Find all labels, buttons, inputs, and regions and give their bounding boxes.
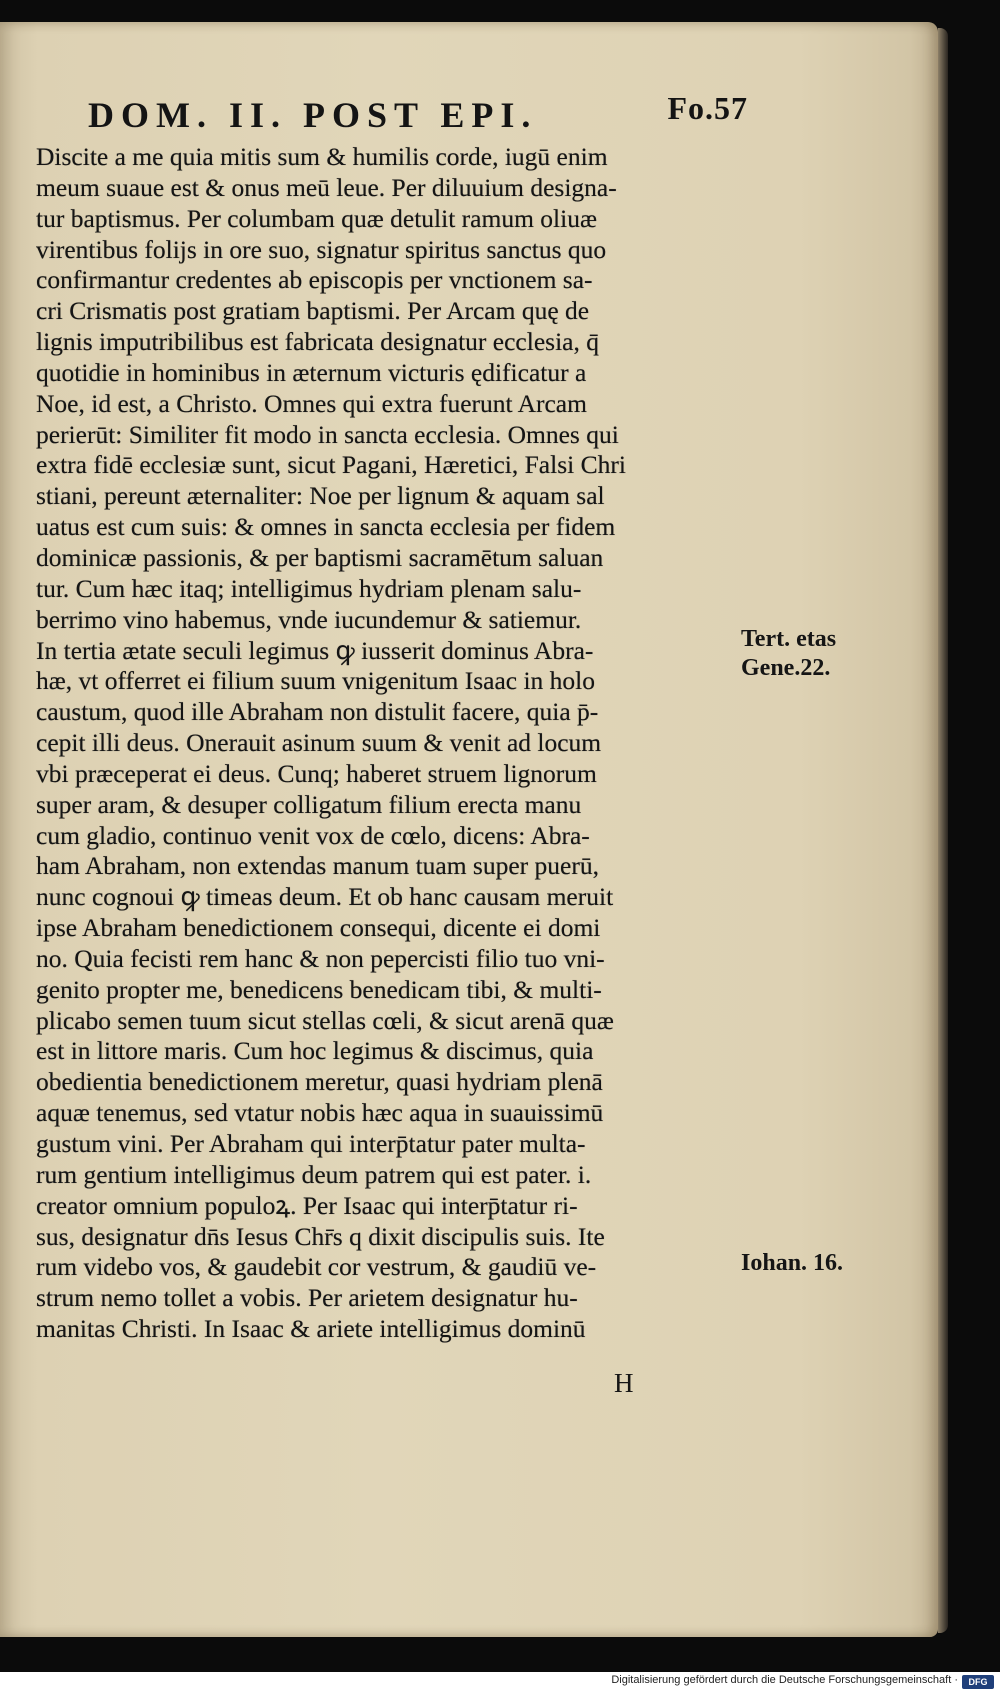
dfg-logo-icon: DFG — [962, 1675, 994, 1689]
text-line: cri Crismatis post gratiam baptismi. Per Arcam quę de — [36, 296, 590, 326]
margin-note-tertia-aetas — [741, 625, 891, 683]
text-line: stiani, pereunt æternaliter: Noe per lignum & aquam sal — [36, 481, 605, 511]
text-line: dominicæ passionis, & per baptismi sacramētum saluan — [36, 542, 604, 572]
text-line: no. Quia fecisti rem hanc & non pepercisti filio tuo vni- — [36, 943, 605, 973]
text-line: virentibus folijs in ore suo, signatur spiritus sanctus quo — [36, 234, 607, 264]
text-line: obedientia benedictionem meretur, quasi hydriam plenā — [36, 1067, 603, 1097]
text-line: plicabo semen tuum sicut stellas cœli, & sicut arenā quæ — [36, 1005, 614, 1035]
text-line: manitas Christi. In Isaac & ariete intelligimus dominū — [36, 1314, 586, 1344]
text-line: ham Abraham, non extendas manum tuam super puerū, — [36, 851, 599, 881]
text-line: sus, designatur dn̄s Iesus Chr̄s q dixit discipulis suis. Ite — [36, 1221, 605, 1251]
text-line: est in littore maris. Cum hoc legimus & discimus, quia — [36, 1036, 594, 1066]
text-line: extra fidē ecclesiæ sunt, sicut Pagani, Hæretici, Falsi Chri — [36, 450, 626, 480]
text-line: confirmantur credentes ab episcopis per vnctionem sa- — [36, 265, 593, 295]
margin-note-iohan: Iohan. 16. — [741, 1250, 844, 1276]
body-text — [36, 142, 736, 1345]
margin-note-line: Gene.22. — [741, 655, 831, 681]
text-line: cepit illi deus. Onerauit asinum suum & venit ad locum — [36, 728, 602, 758]
text-line: tur. Cum hæc itaq; intelligimus hydriam plenam salu- — [36, 573, 582, 603]
text-line: gustum vini. Per Abraham qui interp̄tatur pater multa- — [36, 1129, 586, 1158]
text-line: In tertia ætate seculi legimus ꝙ iusserit dominus Abra- — [36, 635, 594, 665]
page-edge-shadow — [938, 28, 948, 1633]
text-line: Noe, id est, a Christo. Omnes qui extra fuerunt Arcam — [36, 388, 587, 418]
text-line: cum gladio, continuo venit vox de cœlo, dicens: Abra- — [36, 820, 590, 850]
running-head — [88, 90, 748, 144]
running-title: DOM. II. POST EPI. — [88, 95, 538, 135]
text-line: perierūt: Similiter fit modo in sancta ecclesia. Omnes qui — [36, 419, 619, 449]
folio-number: Fo.57 — [667, 90, 748, 126]
text-line: rum videbo vos, & gaudebit cor vestrum, & gaudiū ve- — [36, 1252, 597, 1282]
signature-mark: H — [614, 1368, 634, 1398]
text-line: hæ, vt offerret ei filium suum vnigenitum Isaac in holo — [36, 666, 596, 696]
text-line: lignis imputribilibus est fabricata designatur ecclesia, q̄ — [36, 327, 599, 357]
text-line: creator omnium populoꝝ. Per Isaac qui interp̄tatur ri- — [36, 1190, 578, 1220]
margin-note-line: Tert. etas — [741, 626, 837, 652]
text-line: nunc cognoui ꝙ timeas deum. Et ob hanc causam meruit — [36, 882, 614, 912]
text-line: genito propter me, benedicens benedicam tibi, & multi- — [36, 974, 602, 1004]
text-line: berrimo vino habemus, vnde iucundemur & satiemur. — [36, 604, 582, 634]
text-line: tur baptismus. Per columbam quæ detulit ramum oliuæ — [36, 203, 597, 233]
text-line: rum gentium intelligimus deum patrem qui est pater. i. — [36, 1159, 592, 1189]
funding-credit: Digitalisierung gefördert durch die Deutsche Forschungsgemeinschaft · — [611, 1674, 958, 1686]
text-line: Discite a me quia mitis sum & humilis corde, iugū enim — [36, 142, 608, 171]
text-line: super aram, & desuper colligatum filium erecta manu — [36, 789, 582, 819]
text-line: quotidie in hominibus in æternum victuris ędificatur a — [36, 357, 587, 387]
book-page — [0, 22, 938, 1637]
text-line: strum nemo tollet a vobis. Per arietem designatur hu- — [36, 1283, 578, 1313]
text-line: uatus est cum suis: & omnes in sancta ecclesia per fidem — [36, 512, 616, 542]
text-line: aquæ tenemus, sed vtatur nobis hæc aqua in suauissimū — [36, 1098, 604, 1128]
text-line: caustum, quod ille Abraham non distulit facere, quia p̄- — [36, 697, 599, 727]
text-line: vbi præceperat ei deus. Cunq; haberet struem lignorum — [36, 758, 597, 788]
text-line: meum suaue est & onus meū leue. Per diluuium designa- — [36, 172, 617, 202]
footer-bar — [0, 1672, 1000, 1693]
text-line: ipse Abraham benedictionem consequi, dicente ei domi — [36, 913, 601, 943]
